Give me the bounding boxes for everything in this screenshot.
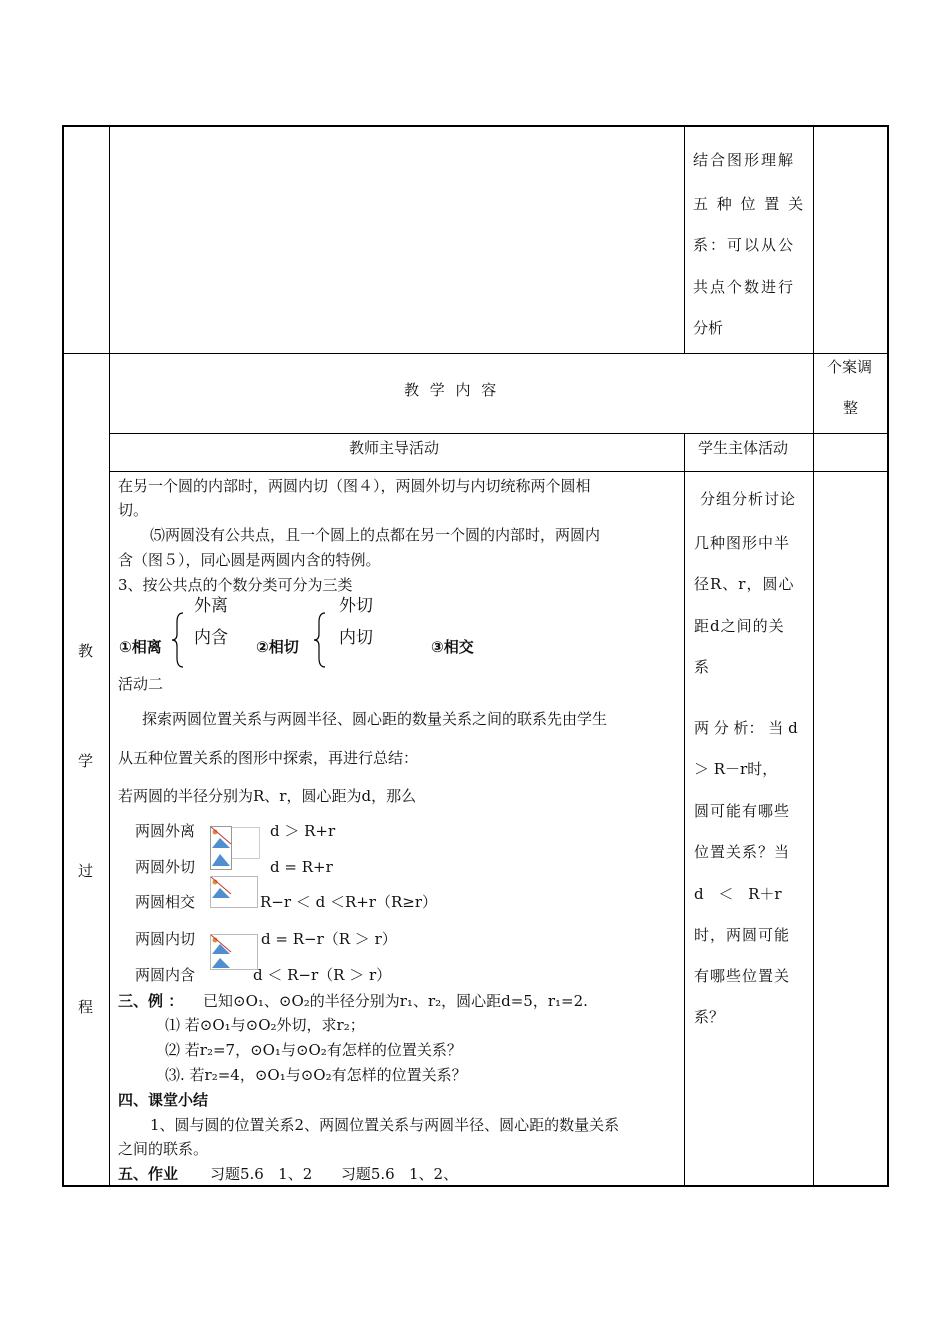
table-border-right [887,125,889,1187]
picture-icon [210,876,258,908]
row-divider-2 [109,433,889,434]
relation-condition: d = R−r（R ＞ r） [261,930,397,948]
teacher-column-header: 教师主导活动 [349,439,440,457]
table-border-bottom [62,1185,889,1187]
adjust-label-1: 个案调 [827,358,873,376]
top-note-line: 结合图形理解 [693,151,796,169]
relation-condition: d ＞ R+r [270,822,336,840]
table-border-top [62,125,889,127]
class-intersect: ③相交 [431,638,474,656]
top-note-line: 共点个数进行 [693,278,796,296]
adjust-label-2: 整 [843,399,859,417]
class-inner-containment: 内含 [194,628,228,648]
example-q3: ⑶. 若r₂=4，⊙O₁与⊙O₂有怎样的位置关系？ [165,1066,467,1084]
section-title: 教 学 内 容 [404,381,500,399]
student-line: 两 分 析： 当 d [694,719,798,737]
row-divider-1 [62,353,889,354]
para-1a: 在另一个圆的内部时，两圆内切（图４），两圆外切与内切统称两个圆相 [118,477,591,495]
student-line: 有哪些位置关 [694,967,791,985]
picture-icon [210,826,232,870]
col-divider-2a [684,125,685,354]
student-line: 圆可能有哪些 [694,802,791,820]
col-divider-2b [684,433,685,1187]
student-column-header: 学生主体活动 [698,439,789,457]
class-outer-tangent: 外切 [339,596,373,616]
student-line: 距d之间的关 [694,617,785,635]
example-heading: 三、例 ： [118,992,184,1010]
example-body: 已知⊙O₁、⊙O₂的半径分别为r₁、r₂，圆心距d=5，r₁=2. [203,992,588,1010]
para-6: 若两圆的半径分别为R、r，圆心距为d，那么 [118,787,417,805]
row-divider-3 [109,471,889,472]
top-note-line: 五 种 位 置 关 [693,195,806,213]
student-line: 几种图形中半 [694,534,791,552]
homework-heading: 五、作业 [118,1165,179,1183]
student-line: 系 [694,658,710,676]
class-outer-separation: 外离 [194,596,228,616]
relation-name: 两圆外切 [135,858,196,876]
relation-name: 两圆相交 [135,893,196,911]
relation-condition: R−r ＜ d ＜R+r（R≥r） [260,893,438,911]
top-note-line: 系：可以从公 [693,236,796,254]
summary-line-2: 之间的联系。 [118,1140,209,1158]
student-line: 分组分析讨论 [700,490,797,508]
table-border-left [62,125,64,1187]
example-q2: ⑵ 若r₂=7，⊙O₁与⊙O₂有怎样的位置关系？ [165,1041,462,1059]
para-5: 从五种位置关系的图形中探索，再进行总结： [118,749,419,767]
class-tangent: ②相切 [256,638,299,656]
col-divider-1 [109,125,110,1187]
summary-line-1: 1、圆与圆的位置关系2、两圆位置关系与两圆半径、圆心距的数量关系 [150,1116,620,1134]
activity-two: 活动二 [118,675,164,693]
para-3: 3、按公共点的个数分类可分为三类 [118,576,353,594]
brace-icon [313,612,327,668]
student-line: 径R、r，圆心 [694,575,795,593]
relation-condition: d ＜ R−r（R ＞ r） [253,966,392,984]
process-label-char: 教 [78,642,94,660]
process-label-char: 程 [78,998,94,1016]
top-note-line: 分析 [693,319,724,337]
summary-heading: 四、课堂小结 [118,1091,209,1109]
relation-name: 两圆内含 [135,966,196,984]
example-q1: ⑴ 若⊙O₁与⊙O₂外切，求r₂； [165,1016,365,1034]
para-4: 探索两圆位置关系与两圆半径、圆心距的数量关系之间的联系先由学生 [142,710,608,728]
homework-body: 习题5.6 1、2 习题5.6 1、2、 [210,1165,459,1183]
process-label-char: 学 [78,752,94,770]
student-line: 位置关系？当 [694,843,791,861]
student-line: 系？ [694,1008,725,1026]
para-2b: 含（图５），同心圆是两圆内含的特例。 [118,551,381,569]
col-divider-3 [813,125,814,1187]
student-line: d ＜ R＋r [694,885,782,903]
relation-condition: d = R+r [270,858,333,876]
student-line: 时，两圆可能 [694,926,791,944]
picture-icon [210,934,258,970]
relation-name: 两圆外离 [135,822,196,840]
relation-name: 两圆内切 [135,930,196,948]
para-2a: ⑸两圆没有公共点，且一个圆上的点都在另一个圆的内部时，两圆内 [150,526,601,544]
class-separate: ①相离 [119,638,162,656]
class-inner-tangent: 内切 [339,628,373,648]
para-1b: 切。 [118,501,149,519]
student-line: ＞ R－r时， [694,760,778,778]
brace-icon [171,612,185,668]
process-label-char: 过 [78,862,94,880]
